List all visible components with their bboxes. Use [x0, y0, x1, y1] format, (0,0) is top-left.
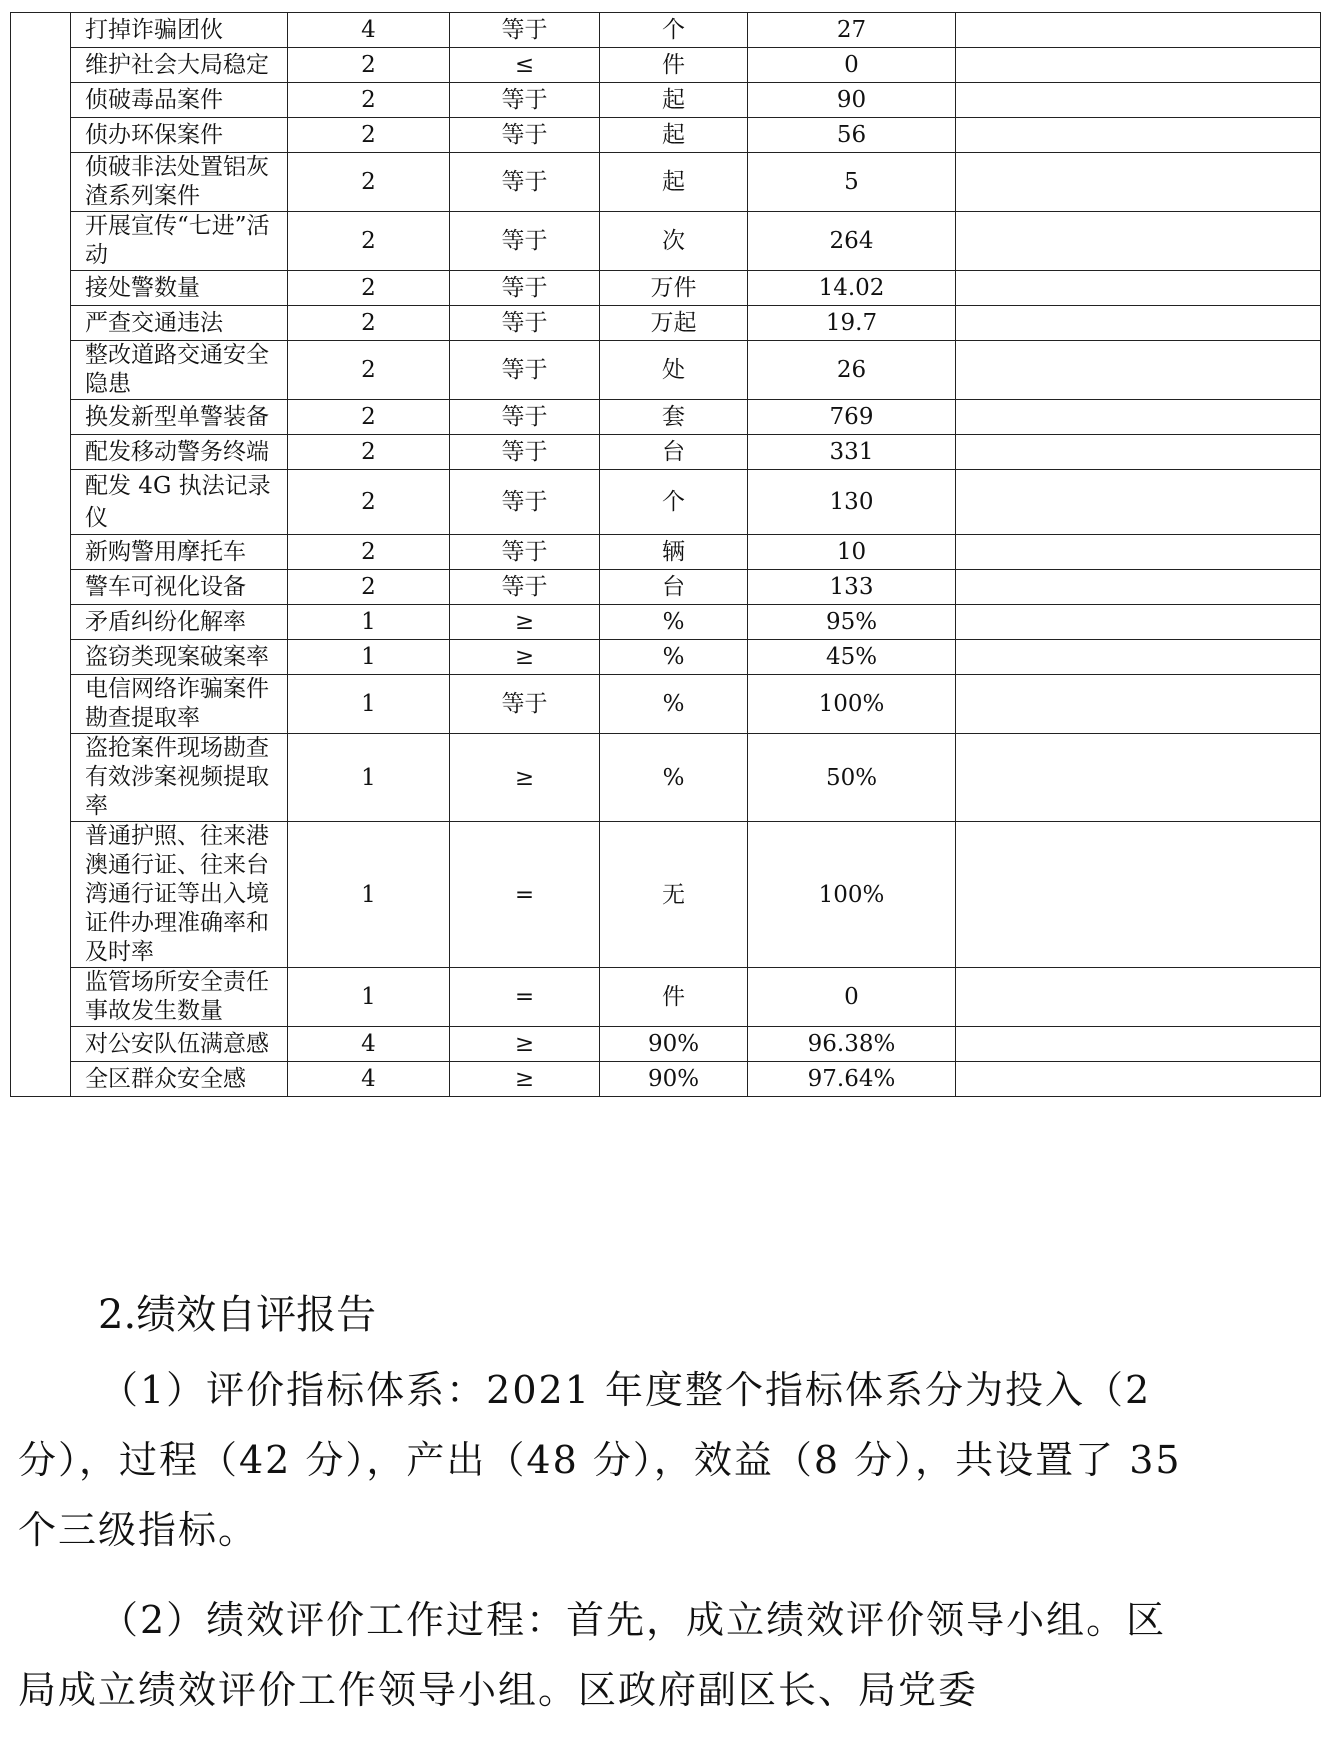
indicator-name-cell: 维护社会大局稳定 [71, 48, 288, 83]
value-cell: 26 [748, 341, 956, 400]
operator-cell: 等于 [450, 535, 600, 570]
operator-cell: ≥ [450, 734, 600, 822]
report-paragraph-1: （1）评价指标体系：2021 年度整个指标体系分为投入（2 分），过程（42 分），产出（48 分），效益（8 分），共设置了 35 个三级指标。 [18, 1368, 1182, 1552]
remarks-cell [956, 83, 1321, 118]
weight-cell: 1 [288, 640, 450, 675]
indicator-name-cell: 接处警数量 [71, 271, 288, 306]
weight-cell: 2 [288, 435, 450, 470]
unit-cell: 套 [600, 400, 748, 435]
operator-cell: 等于 [450, 83, 600, 118]
table-row [11, 271, 1321, 306]
unit-cell: 起 [600, 153, 748, 212]
indicator-name-cell: 全区群众安全感 [71, 1062, 288, 1097]
indicator-name-cell: 打掉诈骗团伙 [71, 13, 288, 48]
operator-cell: 等于 [450, 341, 600, 400]
indicator-name-cell: 警车可视化设备 [71, 570, 288, 605]
operator-cell: 等于 [450, 470, 600, 535]
weight-cell: 1 [288, 675, 450, 734]
value-cell: 50% [748, 734, 956, 822]
value-cell: 264 [748, 212, 956, 271]
value-cell: 133 [748, 570, 956, 605]
remarks-cell [956, 570, 1321, 605]
category-cell [11, 13, 71, 1097]
value-cell: 5 [748, 153, 956, 212]
weight-cell: 4 [288, 1062, 450, 1097]
weight-cell: 2 [288, 153, 450, 212]
table-row [11, 212, 1321, 271]
unit-cell: 台 [600, 570, 748, 605]
value-cell: 100% [748, 822, 956, 968]
value-cell: 331 [748, 435, 956, 470]
table-row [11, 153, 1321, 212]
value-cell: 14.02 [748, 271, 956, 306]
operator-cell: = [450, 968, 600, 1027]
table-row [11, 570, 1321, 605]
remarks-cell [956, 968, 1321, 1027]
table-row [11, 675, 1321, 734]
remarks-cell [956, 13, 1321, 48]
table-row [11, 968, 1321, 1027]
remarks-cell [956, 822, 1321, 968]
operator-cell: ≥ [450, 605, 600, 640]
weight-cell: 2 [288, 271, 450, 306]
operator-cell: 等于 [450, 271, 600, 306]
unit-cell: % [600, 605, 748, 640]
indicator-name-cell: 严查交通违法 [71, 306, 288, 341]
unit-cell: 90% [600, 1027, 748, 1062]
weight-cell: 4 [288, 13, 450, 48]
unit-cell: 辆 [600, 535, 748, 570]
weight-cell: 2 [288, 535, 450, 570]
value-cell: 27 [748, 13, 956, 48]
operator-cell: 等于 [450, 153, 600, 212]
operator-cell: 等于 [450, 118, 600, 153]
remarks-cell [956, 640, 1321, 675]
remarks-cell [956, 435, 1321, 470]
unit-cell: 起 [600, 83, 748, 118]
remarks-cell [956, 212, 1321, 271]
remarks-cell [956, 153, 1321, 212]
weight-cell: 1 [288, 734, 450, 822]
table-row [11, 605, 1321, 640]
indicator-name-cell: 开展宣传“七进”活动 [71, 212, 288, 271]
table-row [11, 1027, 1321, 1062]
value-cell: 0 [748, 968, 956, 1027]
indicator-name-cell: 盗抢案件现场勘查有效涉案视频提取率 [71, 734, 288, 822]
weight-cell: 2 [288, 83, 450, 118]
weight-cell: 2 [288, 341, 450, 400]
indicator-name-cell: 配发移动警务终端 [71, 435, 288, 470]
value-cell: 97.64% [748, 1062, 956, 1097]
value-cell: 100% [748, 675, 956, 734]
unit-cell: % [600, 675, 748, 734]
indicator-name-cell: 整改道路交通安全隐患 [71, 341, 288, 400]
operator-cell: ≥ [450, 1027, 600, 1062]
indicator-name-cell: 新购警用摩托车 [71, 535, 288, 570]
unit-cell: 台 [600, 435, 748, 470]
table-row [11, 48, 1321, 83]
unit-cell: 个 [600, 13, 748, 48]
operator-cell: ≥ [450, 1062, 600, 1097]
metrics-table [10, 12, 1321, 1097]
value-cell: 45% [748, 640, 956, 675]
operator-cell: 等于 [450, 13, 600, 48]
value-cell: 10 [748, 535, 956, 570]
value-cell: 130 [748, 470, 956, 535]
indicator-name-cell: 电信网络诈骗案件勘查提取率 [71, 675, 288, 734]
unit-cell: 件 [600, 968, 748, 1027]
indicator-name-cell: 侦破毒品案件 [71, 83, 288, 118]
operator-cell: 等于 [450, 212, 600, 271]
remarks-cell [956, 1062, 1321, 1097]
indicator-name-cell: 换发新型单警装备 [71, 400, 288, 435]
value-cell: 90 [748, 83, 956, 118]
value-cell: 95% [748, 605, 956, 640]
operator-cell: ≤ [450, 48, 600, 83]
weight-cell: 2 [288, 48, 450, 83]
table-row [11, 306, 1321, 341]
table-row [11, 640, 1321, 675]
table-row [11, 118, 1321, 153]
remarks-cell [956, 271, 1321, 306]
indicator-name-cell: 矛盾纠纷化解率 [71, 605, 288, 640]
weight-cell: 2 [288, 400, 450, 435]
table-row [11, 1062, 1321, 1097]
unit-cell: 处 [600, 341, 748, 400]
report-heading: 2.绩效自评报告 [98, 1292, 377, 1338]
unit-cell: % [600, 640, 748, 675]
unit-cell: 90% [600, 1062, 748, 1097]
value-cell: 19.7 [748, 306, 956, 341]
value-cell: 56 [748, 118, 956, 153]
weight-cell: 2 [288, 118, 450, 153]
indicator-name-cell: 侦破非法处置铝灰渣系列案件 [71, 153, 288, 212]
remarks-cell [956, 535, 1321, 570]
operator-cell: = [450, 822, 600, 968]
unit-cell: 件 [600, 48, 748, 83]
indicator-name-cell: 盗窃类现案破案率 [71, 640, 288, 675]
remarks-cell [956, 470, 1321, 535]
unit-cell: 次 [600, 212, 748, 271]
operator-cell: ≥ [450, 640, 600, 675]
table-row [11, 535, 1321, 570]
unit-cell: 无 [600, 822, 748, 968]
table-row [11, 341, 1321, 400]
unit-cell: 起 [600, 118, 748, 153]
operator-cell: 等于 [450, 435, 600, 470]
remarks-cell [956, 118, 1321, 153]
weight-cell: 2 [288, 212, 450, 271]
remarks-cell [956, 675, 1321, 734]
weight-cell: 2 [288, 470, 450, 535]
table-row [11, 435, 1321, 470]
weight-cell: 1 [288, 605, 450, 640]
remarks-cell [956, 400, 1321, 435]
weight-cell: 1 [288, 968, 450, 1027]
table-row [11, 83, 1321, 118]
unit-cell: 万件 [600, 271, 748, 306]
operator-cell: 等于 [450, 570, 600, 605]
weight-cell: 1 [288, 822, 450, 968]
table-row [11, 13, 1321, 48]
operator-cell: 等于 [450, 400, 600, 435]
operator-cell: 等于 [450, 675, 600, 734]
weight-cell: 4 [288, 1027, 450, 1062]
table-row [11, 734, 1321, 822]
remarks-cell [956, 341, 1321, 400]
indicator-name-cell: 侦办环保案件 [71, 118, 288, 153]
value-cell: 0 [748, 48, 956, 83]
remarks-cell [956, 734, 1321, 822]
indicator-name-cell: 普通护照、往来港澳通行证、往来台湾通行证等出入境证件办理准确率和及时率 [71, 822, 288, 968]
remarks-cell [956, 306, 1321, 341]
table-row [11, 400, 1321, 435]
indicator-name-cell: 对公安队伍满意感 [71, 1027, 288, 1062]
remarks-cell [956, 1027, 1321, 1062]
indicator-name-cell: 监管场所安全责任事故发生数量 [71, 968, 288, 1027]
unit-cell: % [600, 734, 748, 822]
table-row [11, 470, 1321, 535]
operator-cell: 等于 [450, 306, 600, 341]
value-cell: 769 [748, 400, 956, 435]
unit-cell: 万起 [600, 306, 748, 341]
unit-cell: 个 [600, 470, 748, 535]
indicator-name-cell: 配发 4G 执法记录仪 [71, 470, 288, 535]
value-cell: 96.38% [748, 1027, 956, 1062]
weight-cell: 2 [288, 306, 450, 341]
report-paragraph-2: （2）绩效评价工作过程：首先，成立绩效评价领导小组。区局成立绩效评价工作领导小组。区政府副区长、局党委 [18, 1598, 1167, 1712]
remarks-cell [956, 605, 1321, 640]
table-row [11, 822, 1321, 968]
weight-cell: 2 [288, 570, 450, 605]
remarks-cell [956, 48, 1321, 83]
